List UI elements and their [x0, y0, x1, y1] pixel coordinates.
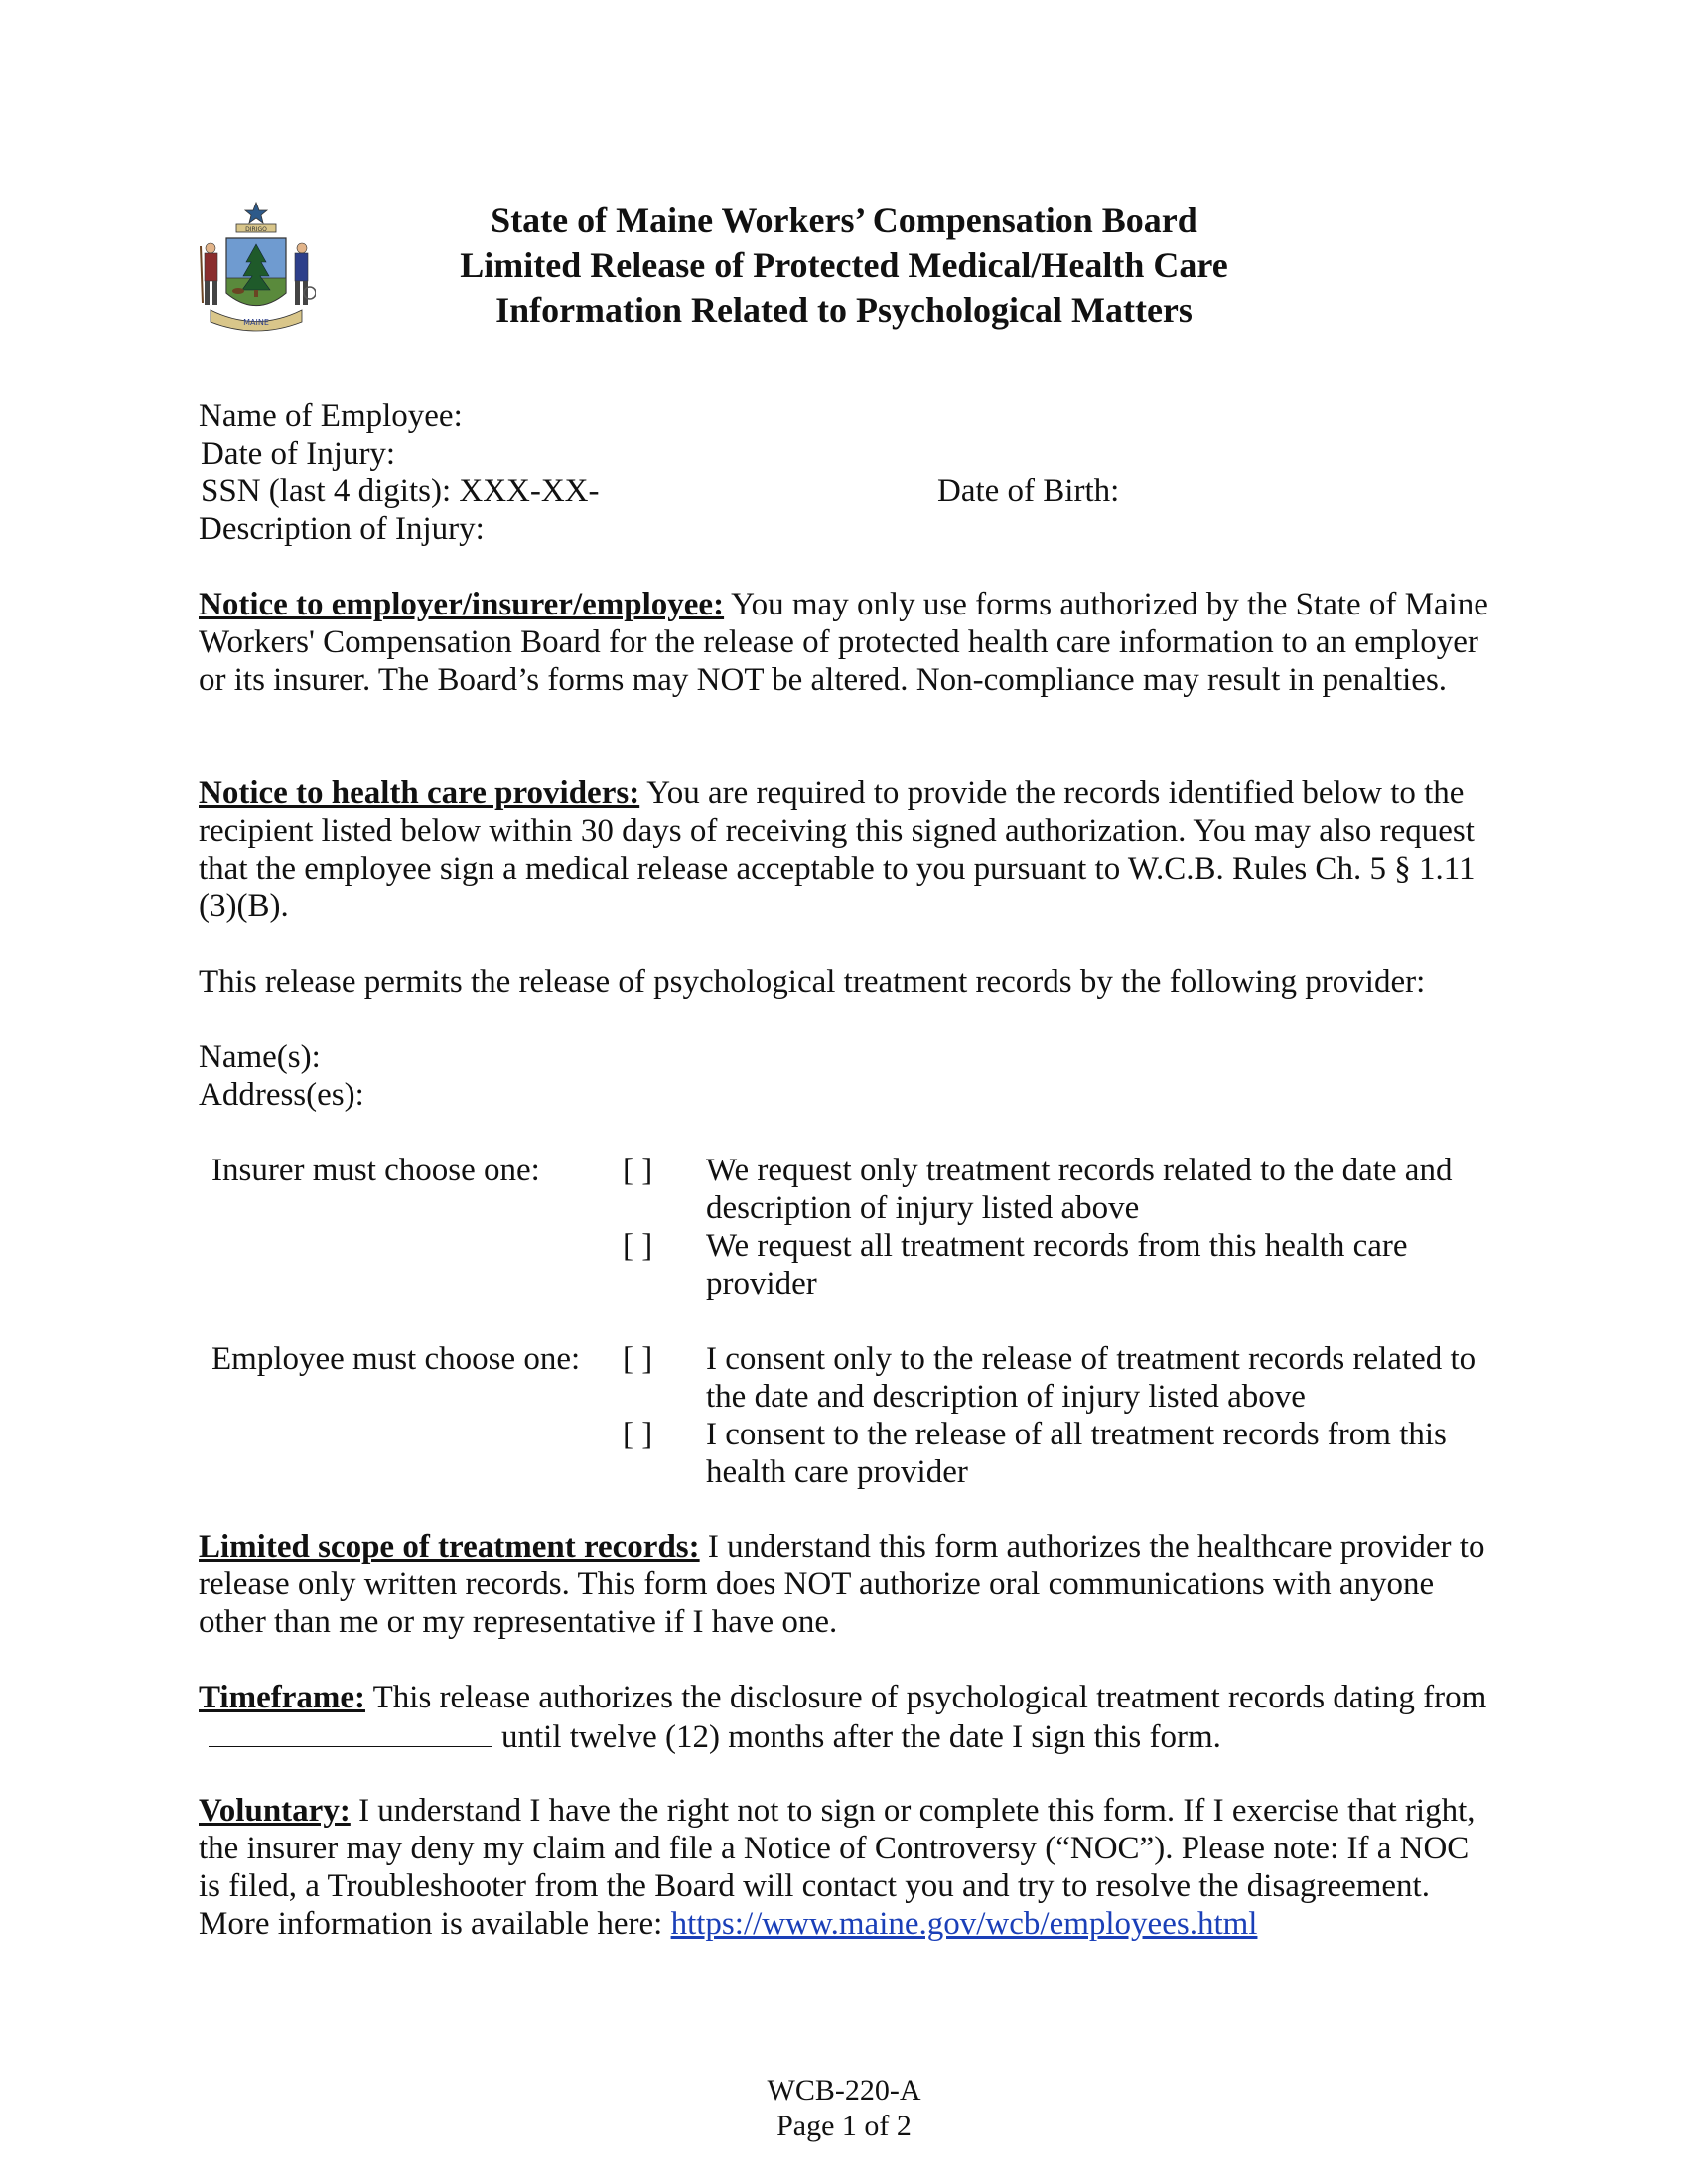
insurer-option-1-text: We request only treatment records related to the date and description of injury listed above	[706, 1153, 1453, 1226]
notice-employer-heading: Notice to employer/insurer/employee:	[199, 587, 725, 622]
notice-employer-body: You may only use forms authorized by the State of Maine Workers' Compensation Board for the release of protected health care information to an employer or its insurer. The Board’s forms may NOT be altered. Non-compliance may result in penalties.	[199, 587, 1488, 698]
svg-text:DIRIGO: DIRIGO	[245, 226, 267, 233]
date-of-birth-label: Date of Birth:	[937, 474, 1120, 509]
employee-name-label: Name of Employee:	[199, 398, 463, 434]
form-title	[328, 199, 1360, 333]
limited-scope-paragraph	[199, 1528, 1489, 1641]
ssn-label: SSN (last 4 digits): XXX-XX-	[201, 474, 600, 509]
provider-names-label: Name(s):	[199, 1039, 321, 1075]
employee-option-1-checkbox[interactable]: [ ]	[623, 1341, 653, 1377]
notice-providers-paragraph	[199, 774, 1489, 925]
timeframe-heading: Timeframe:	[199, 1680, 365, 1715]
limited-scope-body: I understand this form authorizes the healthcare provider to release only written records. This form does NOT authorize oral communications with anyone other than me or my representative if I have one.	[199, 1529, 1485, 1640]
title-line-2: Limited Release of Protected Medical/Health Care	[460, 245, 1228, 285]
employee-option-1-text: I consent only to the release of treatment records related to the date and description of injury listed above	[706, 1341, 1477, 1415]
limited-scope-heading: Limited scope of treatment records:	[199, 1529, 700, 1565]
voluntary-body: I understand I have the right not to sign or complete this form. If I exercise that right, the insurer may deny my claim and file a Notice of Controversy (“NOC”). Please note: If a NOC is filed, a Troubleshooter from the Board will contact you and try to resolve the disagreement. More information is available here:	[199, 1793, 1476, 1942]
employees-info-link[interactable]: https://www.maine.gov/wcb/employees.html	[670, 1906, 1258, 1942]
insurer-option-2-text: We request all treatment records from this health care provider	[706, 1228, 1408, 1301]
notice-providers-heading: Notice to health care providers:	[199, 775, 640, 811]
notice-employer-paragraph	[199, 586, 1489, 699]
title-line-3: Information Related to Psychological Matters	[495, 290, 1193, 330]
insurer-option-2-checkbox[interactable]: [ ]	[623, 1228, 653, 1264]
timeframe-body-end: until twelve (12) months after the date I sign this form.	[501, 1719, 1221, 1755]
insurer-choice-label: Insurer must choose one:	[211, 1153, 540, 1188]
timeframe-date-blank[interactable]	[209, 1716, 492, 1747]
employee-option-2-checkbox[interactable]: [ ]	[623, 1417, 653, 1452]
employee-option-2-text: I consent to the release of all treatment records from this health care provider	[706, 1417, 1447, 1490]
svg-text:MAINE: MAINE	[243, 318, 269, 327]
page-number: Page 1 of 2	[776, 2110, 912, 2142]
employee-choice-label: Employee must choose one:	[211, 1341, 581, 1377]
insurer-option-1-checkbox[interactable]: [ ]	[623, 1153, 653, 1188]
date-of-injury-label: Date of Injury:	[201, 436, 396, 472]
release-intro: This release permits the release of psychological treatment records by the following provider:	[199, 964, 1426, 1000]
provider-addresses-label: Address(es):	[199, 1077, 364, 1113]
page-footer	[0, 2073, 1688, 2144]
injury-description-label: Description of Injury:	[199, 511, 485, 547]
maine-state-seal	[197, 199, 316, 338]
title-line-1: State of Maine Workers’ Compensation Board	[491, 201, 1197, 240]
voluntary-paragraph	[199, 1792, 1489, 1943]
voluntary-heading: Voluntary:	[199, 1793, 351, 1829]
timeframe-body-start: This release authorizes the disclosure of psychological treatment records dating from	[364, 1680, 1487, 1715]
timeframe-paragraph	[199, 1679, 1489, 1756]
notice-providers-body: You are required to provide the records identified below to the recipient listed below within 30 days of receiving this signed authorization. You may also request that the employee sign a medical release acceptable to you pursuant to W.C.B. Rules Ch. 5 § 1.11 (3)(B).	[199, 775, 1476, 924]
form-id: WCB-220-A	[767, 2074, 921, 2107]
